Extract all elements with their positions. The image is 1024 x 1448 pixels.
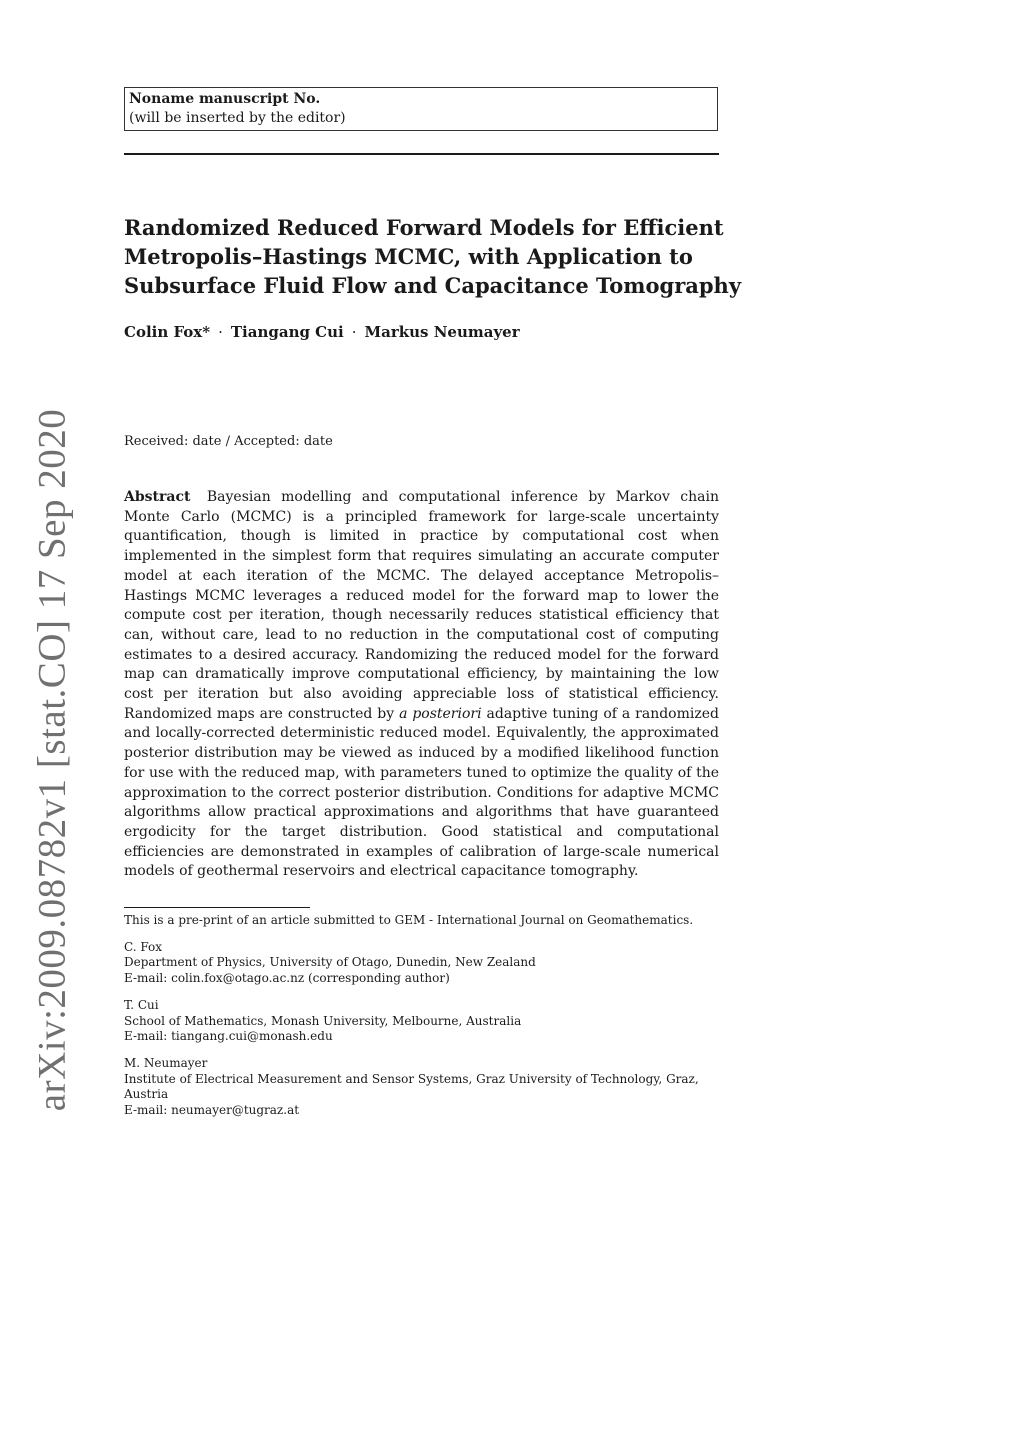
abstract-italic-phrase: a posteriori	[399, 705, 482, 722]
affiliation-block	[124, 1056, 724, 1119]
affiliation-block	[124, 940, 724, 987]
arxiv-stamp: arXiv:2009.08782v1 [stat.CO] 17 Sep 2020	[30, 408, 74, 1112]
abstract-text: Bayesian modelling and computational inference by Markov chain Monte Carlo (MCMC) is a principled framework for large-scale uncertainty quantification, though is limited in practice by computational cost when implemented in the simplest form that requires simulating an accurate computer model at each iteration of the MCMC. The delayed acceptance Metropolis–Hastings MCMC leverages a reduced model for the forward map to lower the compute cost per iteration, though necessarily reduces statistical efficiency that can, without care, lead to no reduction in the computational cost of computing estimates to a desired accuracy. Randomizing the reduced model for the forward map can dramatically improve computational efficiency, by maintaining the low cost per iteration but also avoiding appreciable loss of statistical efficiency. Randomized maps are constructed by	[124, 489, 719, 722]
affiliation-email: E-mail: neumayer@tugraz.at	[124, 1103, 300, 1118]
affiliation-name: C. Fox	[124, 939, 163, 954]
author-separator: ·	[351, 323, 357, 341]
paper-title: Randomized Reduced Forward Models for Efficient Metropolis–Hastings MCMC, with Application to Subsurface Fluid Flow and Capacitance Tomography	[124, 215, 742, 298]
affiliation-department: Department of Physics, University of Otago, Dunedin, New Zealand	[124, 955, 536, 970]
author-separator: ·	[218, 323, 223, 341]
received-date-line: Received: date / Accepted: date	[124, 434, 333, 449]
abstract-heading: Abstract	[124, 489, 191, 505]
editor-note: (will be inserted by the editor)	[129, 110, 346, 126]
manuscript-header-box	[124, 87, 718, 131]
affiliation-email: E-mail: tiangang.cui@monash.edu	[124, 1029, 333, 1044]
manuscript-number-label: Noname manuscript No.	[129, 91, 321, 107]
author-name: Tiangang Cui	[230, 323, 344, 341]
affiliation-department: School of Mathematics, Monash University, Melbourne, Australia	[124, 1013, 522, 1028]
abstract-paragraph	[124, 488, 719, 882]
author-name: Colin Fox*	[124, 323, 211, 341]
abstract-text: adaptive tuning of a randomized and locally-corrected deterministic reduced model. Equivalently, the approximated posterior distribution may be viewed as induced by a modified likelihood function for use with the reduced map, with parameters tuned to optimize the quality of the approximation to the correct posterior distribution. Conditions for adaptive MCMC algorithms allow practical approximations and algorithms that have guaranteed ergodicity for the target distribution. Good statistical and computational efficiencies are demonstrated in examples of calibration of large-scale numerical models of geothermal reservoirs and electrical capacitance tomography.	[124, 705, 719, 880]
affiliation-block	[124, 998, 724, 1045]
affiliation-email: E-mail: colin.fox@otago.ac.nz (corresponding author)	[124, 971, 450, 986]
top-rule	[124, 153, 719, 155]
footnotes	[124, 913, 724, 1130]
preprint-note: This is a pre-print of an article submitted to GEM - International Journal on Geomathematics.	[124, 913, 694, 927]
affiliation-name: M. Neumayer	[124, 1055, 208, 1070]
author-list	[124, 322, 624, 343]
affiliation-department: Institute of Electrical Measurement and Sensor Systems, Graz University of Technology, Graz, Austria	[124, 1071, 699, 1102]
affiliation-name: T. Cui	[124, 997, 159, 1012]
footnote-rule	[124, 907, 310, 908]
author-name: Markus Neumayer	[364, 323, 520, 341]
